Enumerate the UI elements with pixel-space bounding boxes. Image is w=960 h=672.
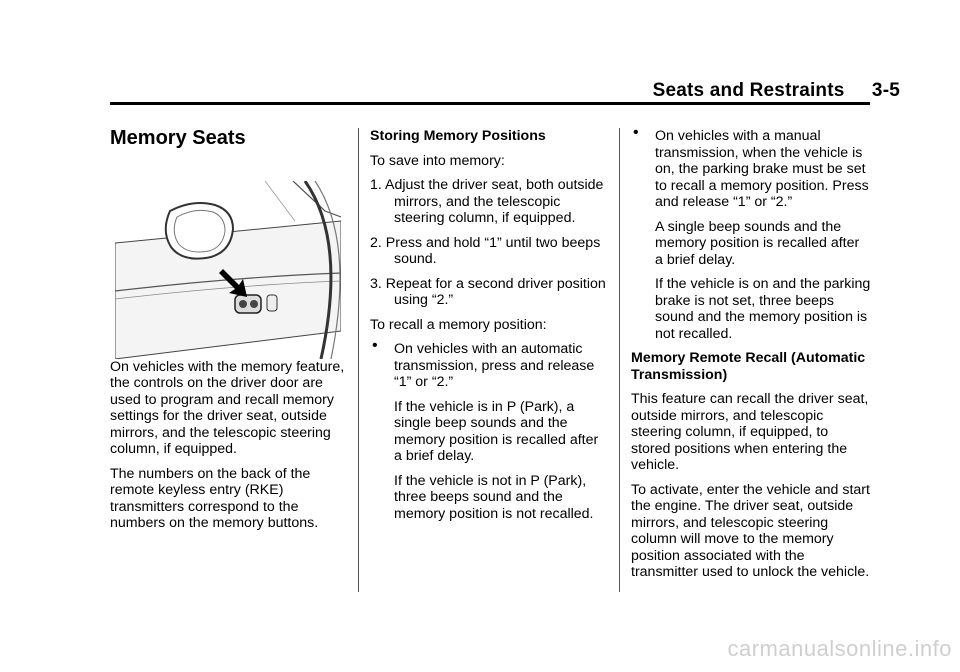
bullet-text: On vehicles with an automatic transmission, press and release “1” or “2.” xyxy=(394,341,595,390)
column-right xyxy=(631,124,871,589)
bullet-item xyxy=(631,124,871,211)
door-controls-illustration xyxy=(115,181,341,359)
column-divider xyxy=(619,128,620,592)
paragraph: To activate, enter the vehicle and start the engine. The driver seat, outside mirrors, and telescopic steering column will move to the memory position associated with the transmitter used to unlock the vehicle. xyxy=(631,481,870,580)
column-left xyxy=(110,128,350,540)
bullet-text: On vehicles with a manual transmission, when the vehicle is on, the parking brake must be set to recall a memory position. Press and release “1” or “2.” xyxy=(655,128,869,210)
step-item: 3. Repeat for a second driver position using “2.” xyxy=(370,275,606,308)
paragraph: On vehicles with the memory feature, the controls on the driver door are used to program and recall memory settings for the driver seat, outside mirrors, and the telescopic steering column, if equipped. xyxy=(110,358,345,457)
bullet-icon: • xyxy=(633,124,639,141)
subheading-storing: Storing Memory Positions xyxy=(370,128,546,144)
header-rule xyxy=(110,102,870,105)
sub-paragraph: If the vehicle is not in P (Park), three beeps sound and the memory position is not recalled. xyxy=(394,472,594,522)
paragraph: The numbers on the back of the remote keyless entry (RKE) transmitters correspond to the numbers on the memory buttons. xyxy=(110,465,319,531)
step-item: 2. Press and hold “1” until two beeps sound. xyxy=(370,234,601,267)
section-title: Memory Seats xyxy=(110,127,246,149)
page-header-title: Seats and Restraints 3-5 xyxy=(652,80,900,101)
column-divider xyxy=(358,128,359,592)
paragraph: To recall a memory position: xyxy=(370,316,547,333)
sub-paragraph: A single beep sounds and the memory position is recalled after a brief delay. xyxy=(655,218,860,268)
bullet-item xyxy=(370,337,610,391)
bullet-icon: • xyxy=(372,337,378,354)
column-middle xyxy=(370,128,610,530)
step-item: 1. Adjust the driver seat, both outside mirrors, and the telescopic steering column, if equipped. xyxy=(370,177,604,226)
watermark-text: carmanualsonline.info xyxy=(727,636,952,661)
paragraph: To save into memory: xyxy=(370,152,505,169)
paragraph: This feature can recall the driver seat, outside mirrors, and telescopic steering column, if equipped, to stored positions when entering the vehicle. xyxy=(631,391,869,473)
subheading-remote-recall: Memory Remote Recall (Automatic Transmission) xyxy=(631,350,866,383)
sub-paragraph: If the vehicle is on and the parking brake is not set, three beeps sound and the memory position is not recalled. xyxy=(655,276,871,342)
sub-paragraph: If the vehicle is in P (Park), a single beep sounds and the memory position is recalled after a brief delay. xyxy=(394,398,599,464)
